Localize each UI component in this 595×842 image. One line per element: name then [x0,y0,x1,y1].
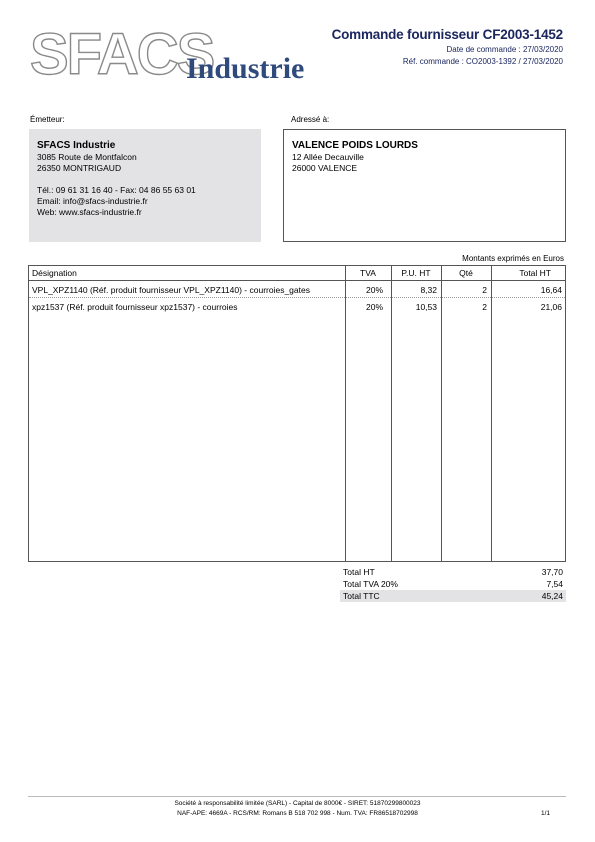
row-total: 16,64 [540,285,562,295]
logo-brand: SFACS [30,22,214,87]
row-unit-price: 8,32 [420,285,437,295]
table-header [29,266,565,281]
sender-phone-fax: Tél.: 09 61 31 16 40 - Fax: 04 86 55 63 01 [37,185,196,195]
row-tva: 20% [365,302,383,312]
sender-address-1: 3085 Route de Montfalcon [37,152,137,162]
sender-address-2: 26350 MONTRIGAUD [37,163,122,173]
row-unit-price: 10,53 [415,302,437,312]
footer-legal-line-1: Société à responsabilité limitée (SARL) - Capital de 8000€ - SIRET: 51870299800023 [174,800,421,807]
header-qty: Qté [459,268,473,278]
recipient-label: Adressé à: [291,115,330,124]
total-ht-row [340,566,566,578]
currency-note: Montants exprimés en Euros [462,254,564,263]
sender-label: Émetteur: [30,115,65,124]
page-number: 1/1 [540,810,550,817]
document-title: Commande fournisseur CF2003-1452 [331,27,563,42]
sender-web: Web: www.sfacs-industrie.fr [37,207,142,217]
total-tva-value: 7,54 [546,579,563,589]
total-tva-label: Total TVA 20% [343,579,398,589]
table-row [29,299,565,316]
totals-block [340,566,566,602]
sender-name: SFACS Industrie [37,140,116,151]
recipient-address-1: 12 Allée Decauville [292,152,364,162]
logo-division: Industrie [186,52,305,85]
row-qty: 2 [482,285,487,295]
sender-box [29,129,261,242]
order-reference: Réf. commande : CO2003-1392 / 27/03/2020 [402,57,563,66]
sender-email: Email: info@sfacs-industrie.fr [37,196,148,206]
company-logo [30,22,315,90]
header-designation: Désignation [32,268,77,278]
total-ht-value: 37,70 [541,567,563,577]
table-row [29,281,565,298]
recipient-name: VALENCE POIDS LOURDS [292,140,418,151]
items-table [28,265,566,562]
row-designation: xpz1537 (Réf. produit fournisseur xpz1537) - courroies [32,302,238,312]
row-total: 21,06 [540,302,562,312]
recipient-address-2: 26000 VALENCE [292,163,358,173]
total-ttc-label: Total TTC [343,591,380,601]
footer-divider [28,796,566,797]
total-ht-label: Total HT [343,567,375,577]
total-ttc-row [340,590,566,602]
total-tva-row [340,578,566,590]
footer-legal-line-2: NAF-APE: 4669A - RCS/RM: Romans B 518 702 998 - Num. TVA: FR86518702998 [177,810,418,817]
row-qty: 2 [482,302,487,312]
header-tva: TVA [360,268,376,278]
header-total: Total HT [519,268,551,278]
header-unit-price: P.U. HT [401,268,431,278]
total-ttc-value: 45,24 [541,591,563,601]
row-designation: VPL_XPZ1140 (Réf. produit fournisseur VPL_XPZ1140) - courroies_gates [32,285,310,295]
recipient-box [283,129,566,242]
row-tva: 20% [365,285,383,295]
order-date: Date de commande : 27/03/2020 [446,45,563,54]
